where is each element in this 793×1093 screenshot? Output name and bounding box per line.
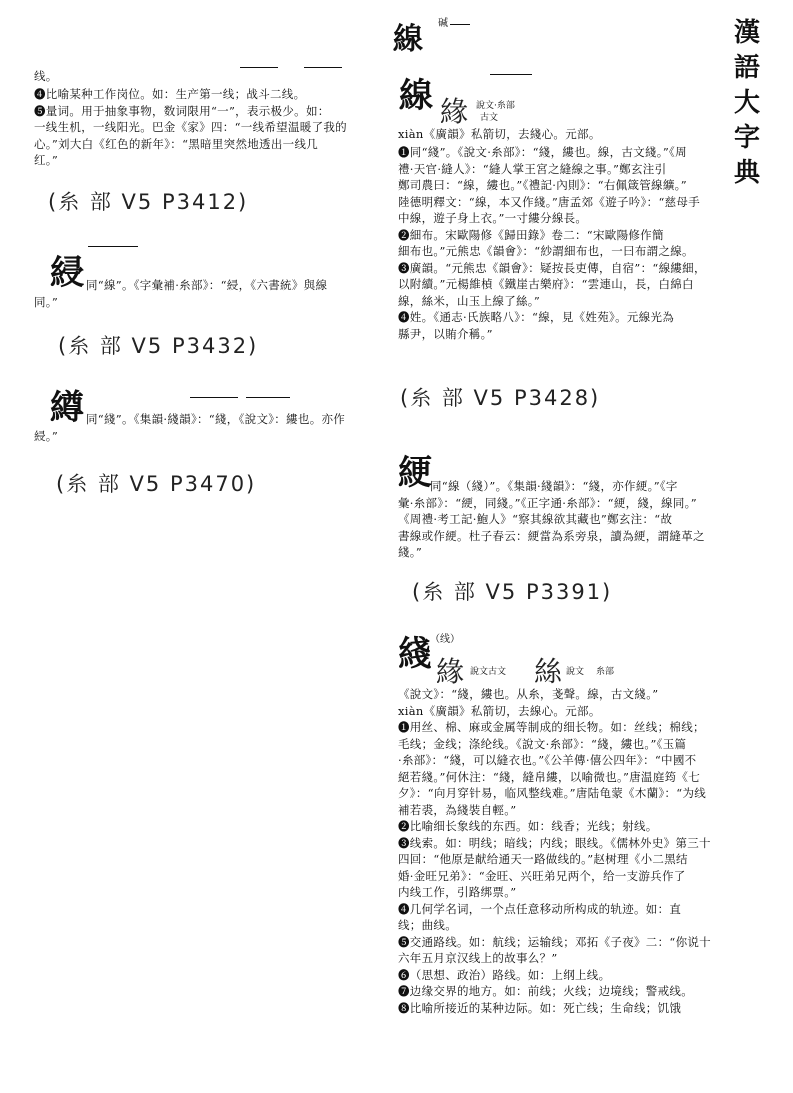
seal-label: 糸部 bbox=[596, 667, 615, 677]
entry-body bbox=[398, 478, 728, 561]
definition-line: ❺量词。用于抽象事物，数词限用“一”，表示极少。如： bbox=[34, 103, 330, 118]
handwritten-annotation: (糸 部 V5 P3391) bbox=[412, 580, 613, 604]
entry-head-char: 繜 bbox=[50, 388, 84, 428]
entry-line: ❹几何学名词，一个点任意移动所构成的轨迹。如：直 bbox=[398, 901, 682, 916]
entry-line: 毛线；金线；涤纶线。《說文·糸部》：“綫，縷也。”《玉篇 bbox=[398, 736, 687, 751]
left-top-rule bbox=[304, 67, 342, 68]
header-rule bbox=[450, 24, 470, 25]
entry-line: xiàn《廣韻》私箭切，去線心。元部。 bbox=[398, 703, 601, 718]
entry-line: 鄭司農曰：“線，縷也。”《禮記·內則》：“右佩箴管線纊。” bbox=[398, 178, 687, 192]
entry-head-char: 綆 bbox=[398, 453, 432, 493]
entry-line: 线；曲线。 bbox=[398, 918, 457, 932]
left-definition bbox=[34, 86, 364, 169]
seal-label: 說文 bbox=[566, 667, 585, 677]
title-char: 字 bbox=[733, 123, 760, 153]
entry-line: 陸德明釋文：“線，本又作綫。”唐孟郊《遊子吟》：“慈母手 bbox=[398, 194, 701, 209]
entry-body bbox=[398, 144, 728, 342]
handwritten-annotation: (糸 部 V5 P3432) bbox=[58, 334, 259, 358]
entry-line: 細布也。”元熊忠《韻會》：“紗謂細布也，一曰布謂之線。 bbox=[398, 244, 694, 258]
seal-script-char: 緣 bbox=[436, 655, 465, 688]
entry-line: ❸廣韻。“元熊忠《韻會》：疑按長吏傳，自宿”：“線縷細， bbox=[398, 260, 706, 275]
entry-body bbox=[398, 686, 728, 1016]
entry-line: 禮·天官·縫人》：“縫人掌王宮之縫線之事。”鄭玄注引 bbox=[398, 161, 667, 176]
entry-head-char: 線 bbox=[399, 76, 433, 116]
entry-line: 同。” bbox=[34, 295, 59, 309]
entry-line: 婚·金旺兄弟》：“金旺、兴旺弟兄两个，给一支游兵作了 bbox=[398, 868, 686, 883]
entry-line: 補若裘，為綫裝自輕。” bbox=[398, 802, 517, 817]
top-header-mark: 碱 bbox=[438, 18, 448, 29]
seal-label: 說文古文 bbox=[470, 667, 507, 677]
entry-line: 《說文》：“綫，縷也。从糸，戔聲。線，古文綫。” bbox=[398, 687, 659, 701]
entry-line: 同“線（綫）”。《集韻·綫韻》：“綫，亦作綆。”《字 bbox=[430, 479, 678, 493]
entry-line: ❶同“綫”。《說文·糸部》：“綫，縷也。線，古文綫。”《周 bbox=[398, 145, 687, 159]
pronunciation: xiàn《廣韻》私箭切，去綫心。元部。 bbox=[398, 127, 601, 141]
entry-line: 縣尹，以賄介稱。” bbox=[398, 326, 493, 341]
definition-line: ❹比喻某种工作岗位。如：生产第一线；战斗二线。 bbox=[34, 87, 306, 101]
entry-text bbox=[34, 428, 58, 445]
entry-line: ❶用丝、棉、麻或金属等制成的细长物。如：丝线；棉线； bbox=[398, 720, 705, 734]
entry-line: 同“綫”。《集韻·綫韻》：“綫，《說文》：縷也。亦作 bbox=[86, 412, 346, 426]
handwritten-annotation: (糸 部 V5 P3470) bbox=[56, 472, 257, 496]
entry-line: 線，絲米，山玉上線了絲。” bbox=[398, 293, 541, 308]
entry-line: 綅。” bbox=[34, 429, 59, 443]
entry-text bbox=[34, 294, 58, 311]
entry-line: 中線，遊子身上衣。”一寸縷分線長。 bbox=[398, 211, 588, 225]
seal-script-char: 絲 bbox=[534, 655, 563, 688]
entry-rule bbox=[190, 397, 238, 398]
entry-line: 以附續。”元楊維楨《鐵崖古樂府》：“雲連山，長，白綿白 bbox=[398, 277, 694, 291]
entry-text bbox=[86, 411, 376, 428]
left-line-top: 线。 bbox=[34, 69, 58, 83]
seal-label: 說文·糸部 bbox=[476, 101, 515, 111]
entry-line: 六年五月京汉线上的故事么？” bbox=[398, 951, 558, 965]
entry-line: ·糸部》：“綫，可以縫衣也。”《公羊傳·僖公四年》：“中國不 bbox=[398, 753, 697, 767]
entry-line: ❹姓。《通志·氏族略八》：“線，見《姓苑》。元線光為 bbox=[398, 310, 675, 324]
top-header-char: 線 bbox=[393, 22, 423, 57]
seal-script-char: 緣 bbox=[440, 95, 469, 128]
dictionary-title bbox=[732, 16, 762, 191]
entry-line: 内线工作，引路绑票。” bbox=[398, 885, 517, 899]
left-top-rule bbox=[240, 67, 278, 68]
entry-line: 綫。” bbox=[398, 545, 423, 559]
handwritten-annotation: (糸 部 V5 P3412) bbox=[48, 190, 249, 214]
handwritten-annotation: (糸 部 V5 P3428) bbox=[400, 386, 601, 410]
entry-line: ❸线索。如：明线；暗线；内线；眼线。《儒林外史》第三十 bbox=[398, 835, 711, 850]
entry-head-char: 綅 bbox=[50, 253, 84, 293]
entry-head-char: 綫 bbox=[398, 634, 432, 674]
entry-rule bbox=[88, 246, 138, 247]
entry-line: 彙·糸部》：“綆，同綫。”《正字通·糸部》：“綆，綫，線同。” bbox=[398, 495, 697, 510]
entry-line: 同“線”。《字彙補·糸部》：“綅，《六書統》與線 bbox=[86, 278, 328, 292]
entry-line: 四回：“他原是献给通天一路做线的。”赵树理《小二黑结 bbox=[398, 852, 688, 866]
seal-label: 古文 bbox=[480, 113, 499, 123]
definition-line: 红。” bbox=[34, 153, 59, 167]
entry-line: 《周禮·考工記·鮑人》“察其線欲其藏也”鄭玄注：“故 bbox=[398, 512, 673, 526]
title-char: 典 bbox=[733, 158, 760, 188]
entry-line: 夕》：“向月穿针易，临风整线难。”唐陆龟蒙《木蘭》：“为线 bbox=[398, 786, 707, 800]
entry-line: ❼边缘交界的地方。如：前线；火线；边境线；警戒线。 bbox=[398, 984, 693, 998]
definition-line: 一线生机，一线阳光。巴金《家》四：“一线希望温暖了我的 bbox=[34, 120, 347, 134]
entry-line: ❺交通路线。如：航线；运输线；邓拓《子夜》二：“你说十 bbox=[398, 934, 711, 949]
entry-line: ❽比喻所接近的某种边际。如：死亡线；生命线；饥饿 bbox=[398, 1000, 682, 1015]
entry-rule bbox=[246, 397, 290, 398]
title-char: 大 bbox=[733, 88, 760, 118]
entry-text bbox=[86, 277, 366, 294]
title-char: 語 bbox=[733, 53, 760, 83]
entry-line: ❷細布。宋歐陽修《歸田錄》卷二：“宋歐陽修作簡 bbox=[398, 227, 664, 242]
entry-line: 絕若綫。”何休注：“綫，縫帛縷，以喻微也。”唐温庭筠《七 bbox=[398, 769, 701, 784]
entry-line: 書線或作綆。杜子春云：綆當為系旁泉，讀為綆，謂縫革之 bbox=[398, 528, 705, 543]
entry-line: ❻（思想、政治）路线。如：上纲上线。 bbox=[398, 967, 611, 982]
definition-line: 心。”刘大白《红色的新年》：“黑暗里突然地透出一线几 bbox=[34, 136, 319, 151]
entry-rule bbox=[490, 74, 532, 75]
title-char: 漢 bbox=[733, 18, 760, 48]
entry-line: ❷比喻细长象线的东西。如：线香；光线；射线。 bbox=[398, 819, 658, 833]
head-note: （线） bbox=[430, 634, 460, 645]
